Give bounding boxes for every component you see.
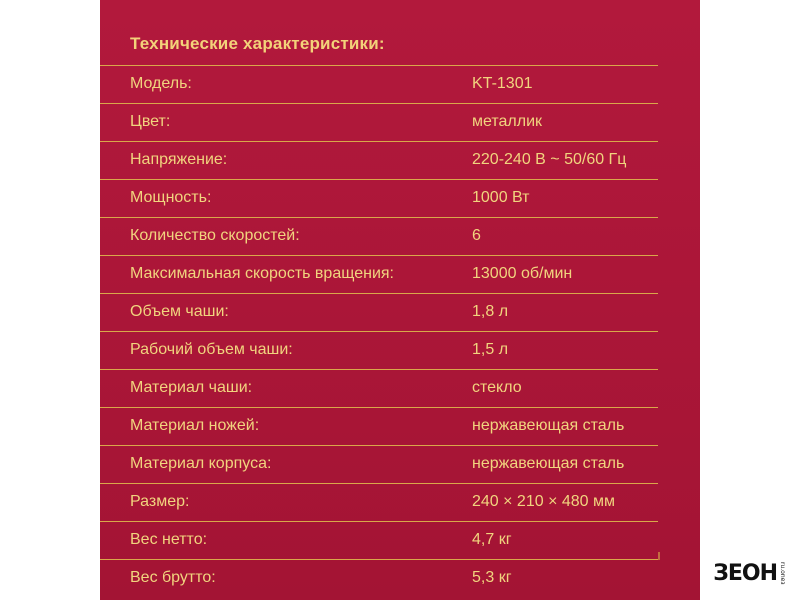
- spec-value: 1,8 л: [472, 303, 509, 320]
- spec-label: Объем чаши:: [130, 303, 229, 320]
- spec-row: [100, 446, 658, 484]
- spec-label: Мощность:: [130, 189, 212, 206]
- spec-value: нержавеющая сталь: [472, 455, 625, 472]
- spec-value: 4,7 кг: [472, 531, 512, 548]
- spec-title: Технические характеристики:: [130, 34, 385, 53]
- spec-value: 240 × 210 × 480 мм: [472, 493, 615, 510]
- spec-value: металлик: [472, 113, 543, 130]
- spec-row: [100, 180, 658, 218]
- spec-label: Вес брутто:: [130, 569, 216, 586]
- spec-panel: [100, 0, 700, 600]
- spec-value: 13000 об/мин: [472, 265, 573, 282]
- spec-row: [100, 294, 658, 332]
- spec-row: [100, 256, 658, 294]
- spec-label: Размер:: [130, 493, 190, 510]
- spec-label: Материал корпуса:: [130, 455, 272, 472]
- spec-value: 220-240 В ~ 50/60 Гц: [472, 151, 627, 168]
- spec-label: Максимальная скорость вращения:: [130, 265, 394, 282]
- spec-row: [100, 142, 658, 180]
- spec-label: Рабочий объем чаши:: [130, 341, 293, 358]
- spec-row: [100, 104, 658, 142]
- spec-row: [100, 408, 658, 446]
- print-mark: [658, 552, 660, 560]
- spec-row: [100, 522, 658, 560]
- spec-row: [100, 370, 658, 408]
- spec-label: Количество скоростей:: [130, 227, 300, 244]
- spec-row: [100, 65, 658, 104]
- watermark-suffix: ru.oneз: [779, 562, 786, 585]
- spec-value: нержавеющая сталь: [472, 417, 625, 434]
- spec-table: [100, 65, 700, 597]
- spec-label: Материал чаши:: [130, 379, 253, 396]
- spec-label: Вес нетто:: [130, 531, 208, 548]
- spec-value: 5,3 кг: [472, 569, 512, 586]
- spec-label: Материал ножей:: [130, 417, 260, 434]
- spec-row: [100, 484, 658, 522]
- spec-value: KT-1301: [472, 75, 533, 92]
- spec-row: [100, 560, 658, 597]
- spec-value: 6: [472, 227, 481, 244]
- spec-value: 1000 Вт: [472, 189, 530, 206]
- spec-row: [100, 332, 658, 370]
- spec-value: стекло: [472, 379, 522, 396]
- spec-row: [100, 218, 658, 256]
- watermark-brand: ЗЕОН: [713, 561, 777, 586]
- watermark-logo: [713, 561, 786, 586]
- spec-label: Модель:: [130, 75, 192, 92]
- spec-label: Напряжение:: [130, 151, 228, 168]
- spec-label: Цвет:: [130, 113, 171, 130]
- spec-value: 1,5 л: [472, 341, 509, 358]
